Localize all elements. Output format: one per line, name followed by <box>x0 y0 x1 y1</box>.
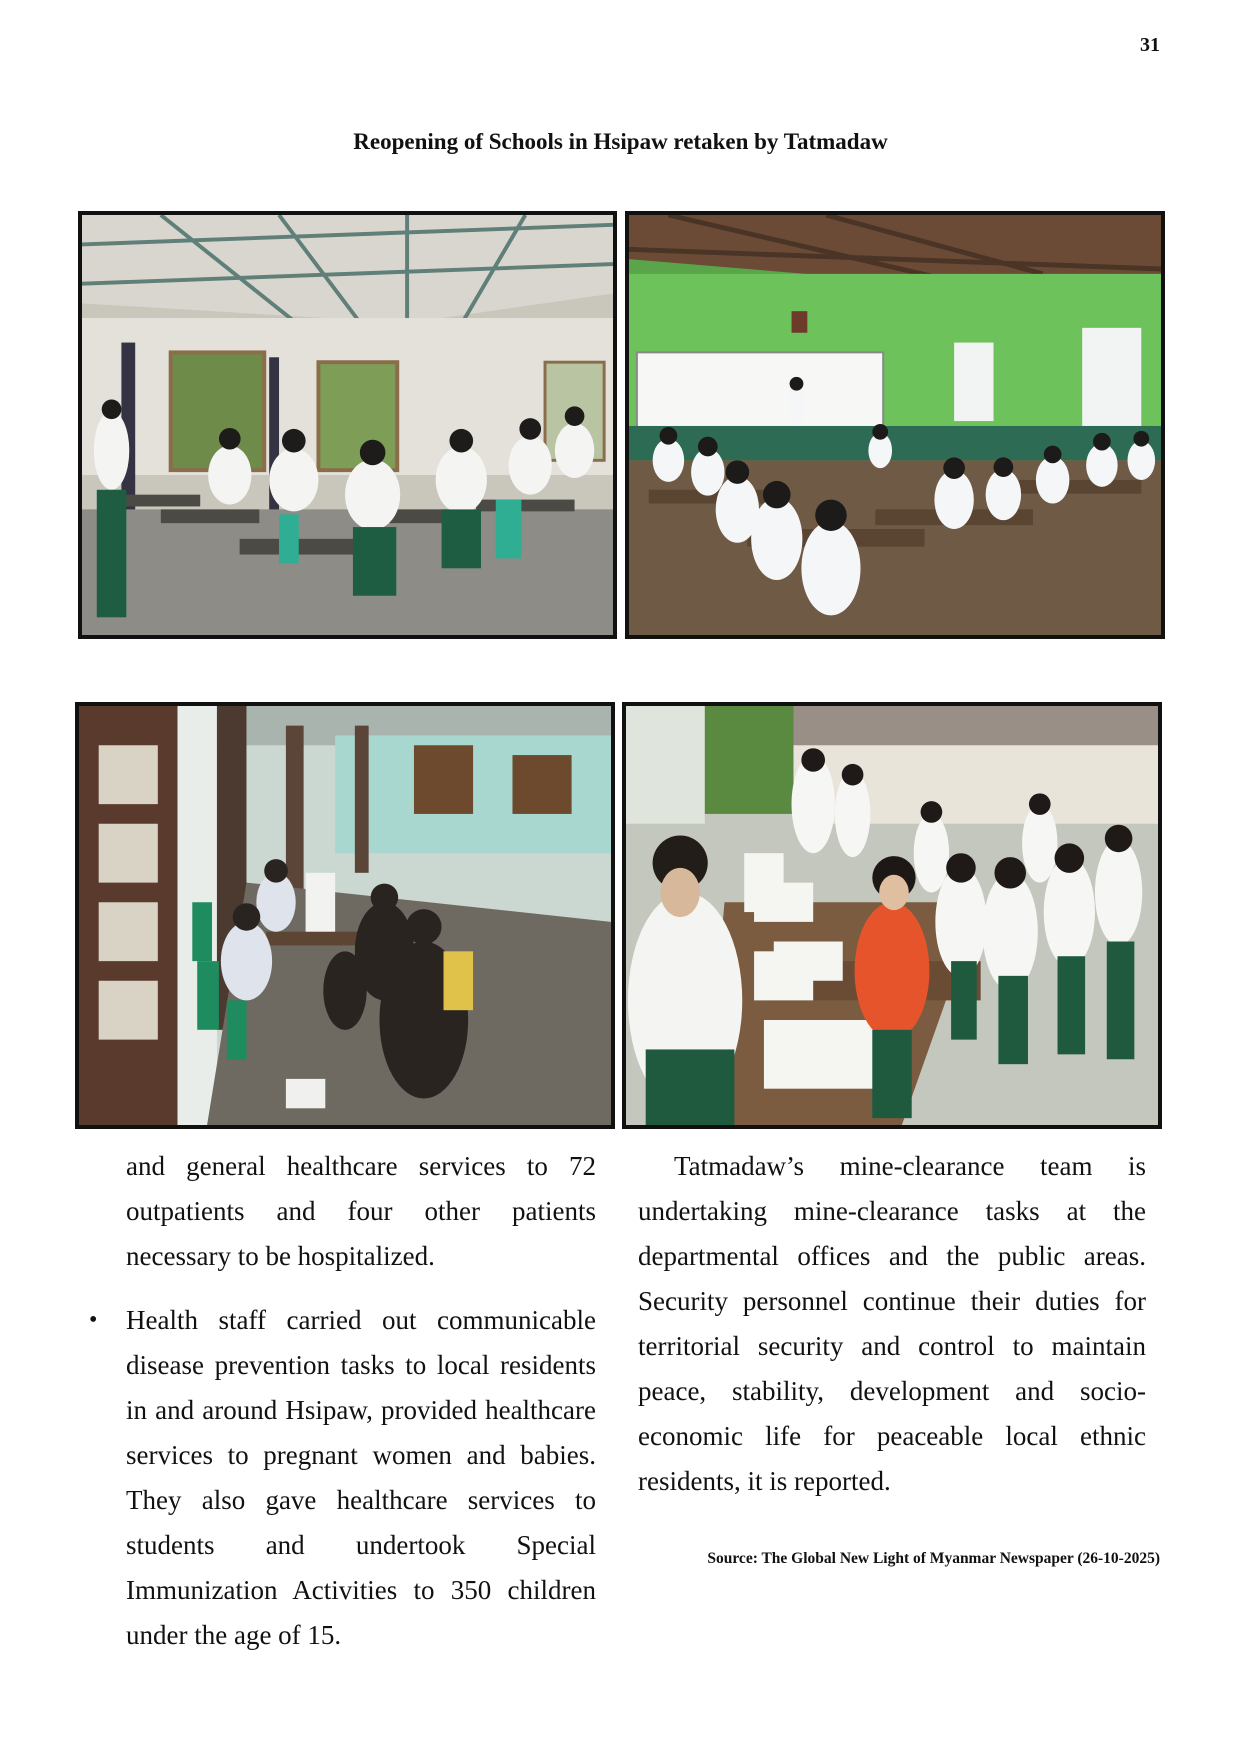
article-title: Reopening of Schools in Hsipaw retaken by Tatmadaw <box>353 129 888 154</box>
classroom-students-desks-photo <box>78 211 617 639</box>
left-para-2: Health staff carried out communicable disease prevention tasks to local residents in and around Hsipaw, provided healthcare services to pregnant women and babies. They also gave healthcare services to students and undertook Special Immunization Activities to 350 children under the age of 15. <box>126 1305 596 1650</box>
left-para-1: and general healthcare services to 72 outpatients and four other patients necessary to be hospitalized. <box>126 1151 596 1271</box>
right-para-1: Tatmadaw’s mine-clearance team is undertaking mine-clearance tasks at the departmental offices and the public areas. Security personnel continue their duties for territorial security and control to maintain peace, stability, development and socio-economic life for peaceable local ethnic residents, it is reported. <box>638 1151 1146 1496</box>
classroom-teacher-whiteboard-photo <box>625 211 1165 639</box>
source-citation: Source: The Global New Light of Myanmar Newspaper (26-10-2025) <box>707 1550 1160 1567</box>
veranda-health-registration-photo <box>75 702 615 1129</box>
textbook-distribution-photo <box>622 702 1162 1129</box>
left-column <box>89 1144 596 1658</box>
bullet-icon: • <box>89 1307 98 1333</box>
right-column <box>638 1144 1146 1504</box>
page-number: 31 <box>1140 34 1160 56</box>
left-bullet-item <box>89 1298 596 1658</box>
